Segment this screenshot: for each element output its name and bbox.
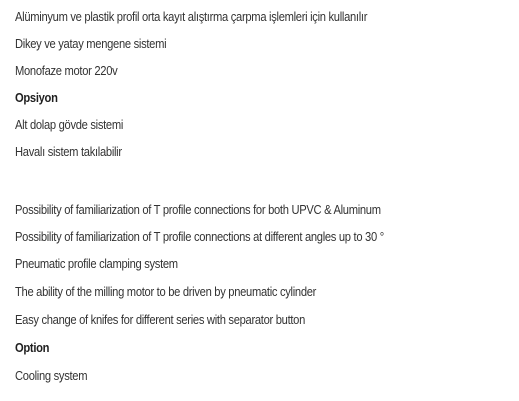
en-option-line-1: Cooling system [15, 368, 88, 383]
en-feature-line-2: Possibility of familiarization of T profile connections at different angles up to 30 ° [15, 229, 384, 244]
tr-option-line-1: Alt dolap gövde sistemi [15, 117, 124, 132]
tr-option-line-2: Havalı sistem takılabilir [15, 144, 122, 159]
tr-feature-line-1: Alüminyum ve plastik profil orta kayıt alıştırma çarpma işlemleri için kullanılır [15, 9, 368, 24]
tr-feature-line-3: Monofaze motor 220v [15, 63, 118, 78]
tr-option-heading: Opsiyon [15, 90, 58, 105]
en-feature-line-4: The ability of the milling motor to be driven by pneumatic cylinder [15, 284, 317, 299]
tr-feature-line-2: Dikey ve yatay mengene sistemi [15, 36, 167, 51]
en-feature-line-1: Possibility of familiarization of T profile connections for both UPVC & Aluminum [15, 202, 381, 217]
en-feature-line-3: Pneumatic profile clamping system [15, 256, 178, 271]
en-feature-line-5: Easy change of knifes for different series with separator button [15, 312, 306, 327]
en-option-heading: Option [15, 340, 50, 355]
